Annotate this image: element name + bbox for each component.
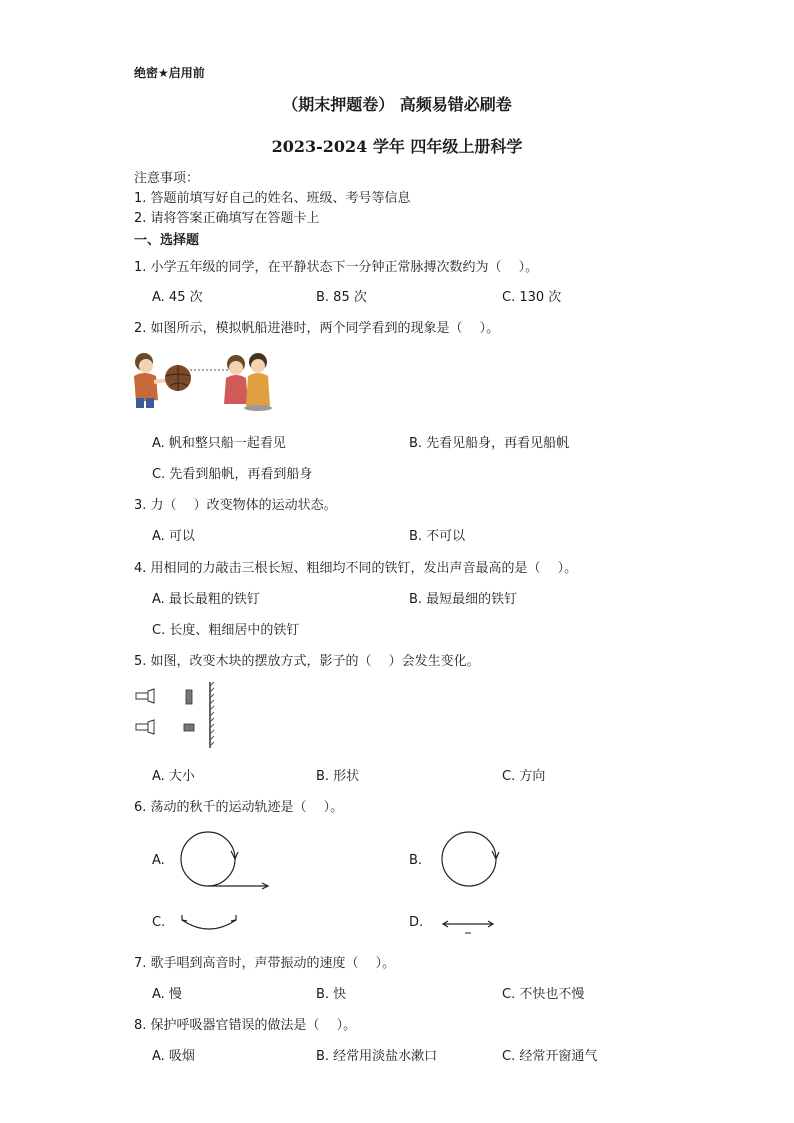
question-2-option-c[interactable]: C. 先看到船帆，再看到船身	[152, 467, 313, 482]
question-8-option-b[interactable]: B. 经常用淡盐水漱口	[316, 1049, 438, 1064]
question-8-option-a[interactable]: A. 吸烟	[152, 1049, 195, 1064]
question-5-option-a[interactable]: A. 大小	[152, 769, 195, 784]
trajectory-circle-diagram[interactable]	[440, 832, 500, 892]
question-3-stem: 3. 力（ ）改变物体的运动状态。	[134, 498, 337, 513]
trajectory-double-arrow-diagram[interactable]	[440, 917, 496, 937]
question-6-option-c[interactable]: C.	[152, 915, 166, 930]
page-title-line2: 2023-2024 学年 四年级上册科学	[271, 137, 523, 156]
notes-item-2: 2. 请将答案正确填写在答题卡上	[134, 211, 320, 226]
section-heading: 一、选择题	[134, 233, 200, 248]
question-1-stem: 1. 小学五年级的同学，在平静状态下一分钟正常脉搏次数约为（ ）。	[134, 260, 539, 275]
question-5-option-b[interactable]: B. 形状	[316, 769, 360, 784]
question-1-option-a[interactable]: A. 45 次	[152, 290, 203, 305]
question-4-option-b[interactable]: B. 最短最细的铁钉	[409, 592, 518, 607]
question-3-option-b[interactable]: B. 不可以	[409, 529, 466, 544]
page-title-line1: （期末押题卷） 高频易错必刷卷	[282, 95, 512, 114]
question-1-option-c[interactable]: C. 130 次	[502, 290, 562, 305]
question-8-option-c[interactable]: C. 经常开窗通气	[502, 1049, 598, 1064]
trajectory-arc-diagram[interactable]	[178, 912, 240, 934]
question-4-stem: 4. 用相同的力敲击三根长短、粗细均不同的铁钉，发出声音最高的是（ ）。	[134, 561, 578, 576]
question-7-stem: 7. 歌手唱到高音时，声带振动的速度（ ）。	[134, 956, 396, 971]
question-6-option-b[interactable]: B.	[409, 853, 423, 868]
question-4-option-a[interactable]: A. 最长最粗的铁钉	[152, 592, 260, 607]
question-8-stem: 8. 保护呼吸器官错误的做法是（ ）。	[134, 1018, 357, 1033]
question-2-option-b[interactable]: B. 先看见船身，再看见船帆	[409, 436, 570, 451]
trajectory-circle-with-line-diagram[interactable]	[178, 832, 273, 892]
question-5-option-c[interactable]: C. 方向	[502, 769, 546, 784]
question-6-option-a[interactable]: A.	[152, 853, 165, 868]
question-6-option-d[interactable]: D.	[409, 915, 424, 930]
question-6-stem: 6. 荡动的秋千的运动轨迹是（ ）。	[134, 800, 344, 815]
question-7-option-a[interactable]: A. 慢	[152, 987, 182, 1002]
question-5-stem: 5. 如图，改变木块的摆放方式，影子的（ ）会发生变化。	[134, 654, 480, 669]
question-1-option-b[interactable]: B. 85 次	[316, 290, 367, 305]
notes-heading: 注意事项：	[134, 171, 200, 186]
question-7-option-c[interactable]: C. 不快也不慢	[502, 987, 585, 1002]
flashlight-block-shadow-diagram	[134, 682, 224, 750]
question-3-option-a[interactable]: A. 可以	[152, 529, 195, 544]
question-4-option-c[interactable]: C. 长度、粗细居中的铁钉	[152, 623, 300, 638]
notes-item-1: 1. 答题前填写好自己的姓名、班级、考号等信息	[134, 191, 411, 206]
question-2-stem: 2. 如图所示，模拟帆船进港时，两个同学看到的现象是（ ）。	[134, 321, 500, 336]
secret-label: 绝密★启用前	[134, 66, 205, 80]
question-7-option-b[interactable]: B. 快	[316, 987, 347, 1002]
question-2-option-a[interactable]: A. 帆和整只船一起看见	[152, 436, 286, 451]
sailboat-experiment-illustration	[130, 350, 275, 412]
